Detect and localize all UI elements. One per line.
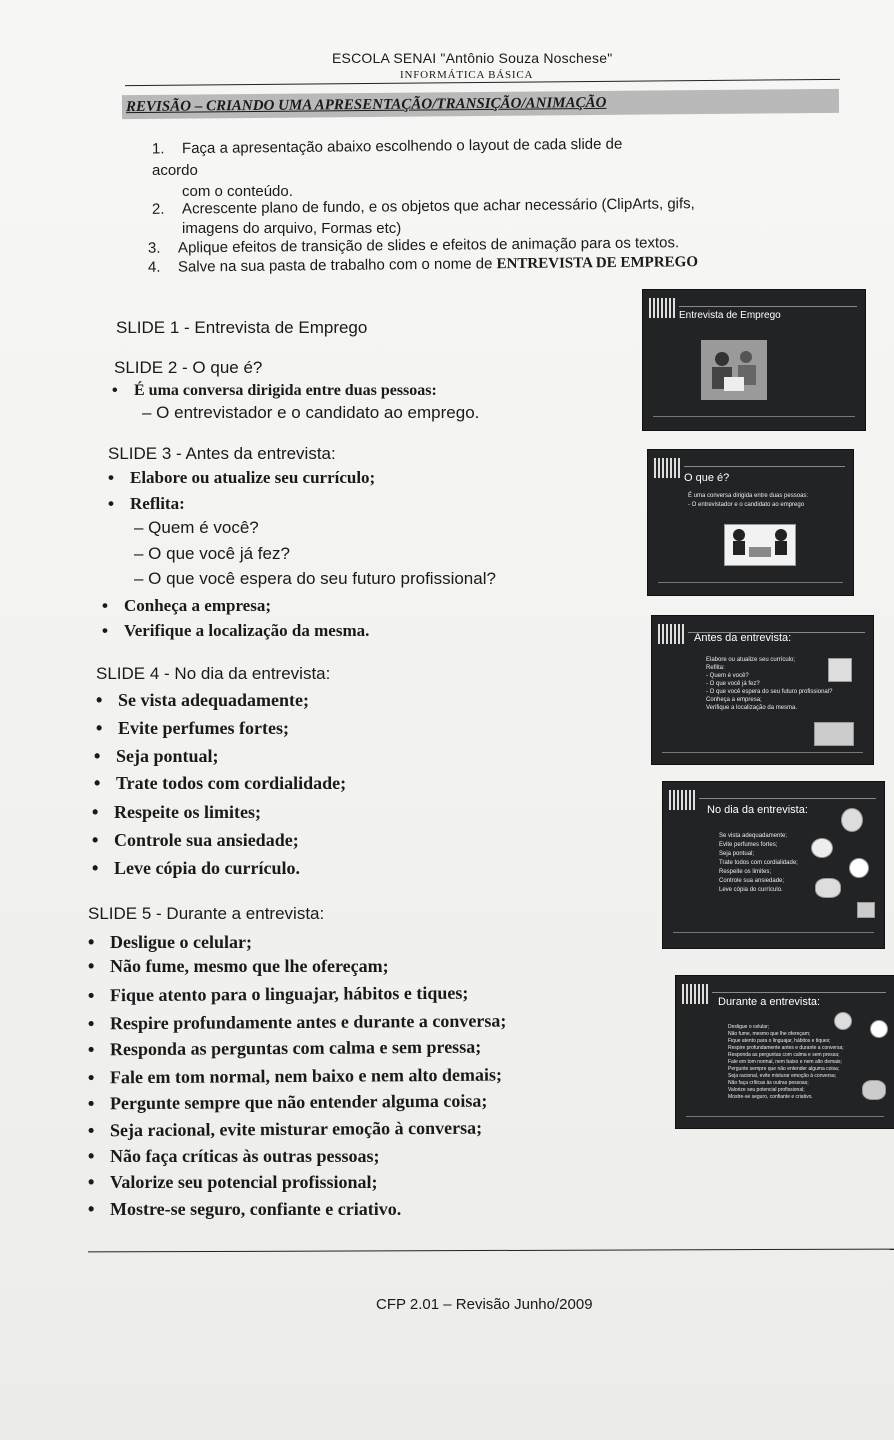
slide-thumbnail-3 xyxy=(652,616,873,764)
thumb-rule xyxy=(684,466,845,467)
flower-clipart-icon xyxy=(811,838,833,858)
thumb-rule xyxy=(712,992,886,993)
clock-icon xyxy=(849,858,869,878)
thumb-line: Leve cópia do currículo. xyxy=(719,887,783,893)
slide5-heading: SLIDE 5 - Durante a entrevista: xyxy=(88,904,325,923)
thumb-line: Se vista adequadamente; xyxy=(719,833,788,839)
instruction-1-cont: acordo xyxy=(152,162,198,179)
thumb-title: Entrevista de Emprego xyxy=(679,310,781,321)
thumb-line: Elabore ou atualize seu currículo; xyxy=(706,657,796,663)
slide4-item: • Evite perfumes fortes; xyxy=(96,718,289,739)
slide4-item: • Seja pontual; xyxy=(94,746,219,767)
slide2-heading: SLIDE 2 - O que é? xyxy=(114,358,263,377)
subject-name: INFORMÁTICA BÁSICA xyxy=(400,69,534,81)
document-clipart-icon xyxy=(857,902,875,918)
slide4-item: • Trate todos com cordialidade; xyxy=(94,773,346,794)
phone-clipart-icon xyxy=(834,1012,852,1030)
bars-decoration-icon xyxy=(669,790,695,810)
instruction-number: 1. xyxy=(151,140,165,158)
file-name: ENTREVISTA DE EMPREGO xyxy=(496,254,699,273)
thumb-line: Não faça críticas às outras pessoas; xyxy=(728,1080,809,1086)
slide4-item: • Controle sua ansiedade; xyxy=(92,830,299,851)
slide3-bullet: • Reflita: xyxy=(108,494,185,514)
thumb-line: Valorize seu potencial profissional; xyxy=(728,1087,805,1093)
thumb-rule xyxy=(662,752,863,753)
thumb-rule xyxy=(673,932,874,933)
instruction-2-cont: imagens do arquivo, Formas etc) xyxy=(182,220,402,237)
thumb-rule xyxy=(653,416,855,417)
footer-text: CFP 2.01 – Revisão Junho/2009 xyxy=(376,1296,593,1313)
thumb-rule xyxy=(686,1116,884,1117)
slide4-item: • Leve cópia do currículo. xyxy=(92,858,300,879)
slide3-bullet: • Conheça a empresa; xyxy=(102,596,271,616)
meeting-clipart-icon xyxy=(701,340,767,400)
thumb-line: Reflita: xyxy=(706,665,725,671)
slide5-item: • Pergunte sempre que não entender alguma coisa; xyxy=(88,1091,487,1115)
slide3-dash: – O que você já fez? xyxy=(134,544,290,563)
thumb-line: Trate todos com cordialidade; xyxy=(719,860,798,866)
slide3-dash: – O que você espera do seu futuro profissional? xyxy=(134,569,496,588)
thumb-line: Desligue o celular; xyxy=(728,1024,770,1030)
slide3-bullet: • Elabore ou atualize seu currículo; xyxy=(108,468,375,488)
thumb-title: Durante a entrevista: xyxy=(718,996,821,1008)
thumb-line: - O entrevistador e o candidato ao emprego xyxy=(688,502,805,508)
thumb-line: Respeite os limites; xyxy=(719,869,772,875)
slide4-item: • Respeite os limites; xyxy=(92,802,261,823)
thumb-rule xyxy=(679,306,857,307)
slide-thumbnail-1 xyxy=(643,290,865,430)
instruction-number: 3. xyxy=(147,239,161,257)
slide3-bullet: • Verifique a localização da mesma. xyxy=(102,621,369,641)
thumb-rule xyxy=(658,582,843,583)
people-clipart-icon xyxy=(815,878,841,898)
slide-thumbnail-5 xyxy=(676,976,894,1128)
slide4-item: • Se vista adequadamente; xyxy=(96,690,309,711)
bars-decoration-icon xyxy=(682,984,708,1004)
document-clipart-icon xyxy=(828,658,852,682)
people-clipart-icon xyxy=(862,1080,886,1100)
slide5-item: • Fique atento para o linguajar, hábitos e tiques; xyxy=(88,983,469,1007)
slide5-item: • Respire profundamente antes e durante a conversa; xyxy=(88,1011,506,1035)
thumb-line: Mostre-se seguro, confiante e criativo. xyxy=(728,1094,813,1100)
thumb-line: - O que você já fez? xyxy=(706,681,760,687)
slide-thumbnail-4 xyxy=(663,782,884,948)
thumb-line: - O que você espera do seu futuro profissional? xyxy=(706,689,833,695)
thumb-title: Antes da entrevista: xyxy=(694,632,792,644)
slide2-bullet: • É uma conversa dirigida entre duas pessoas: xyxy=(112,382,437,400)
thumb-title: O que é? xyxy=(684,472,730,484)
bars-decoration-icon xyxy=(658,624,684,644)
thumb-line: - Quem é você? xyxy=(706,673,749,679)
thumb-line: Seja racional, evite misturar emoção à conversa; xyxy=(728,1073,837,1079)
instruction-text: Acrescente plano de fundo, e os objetos que achar necessário (ClipArts, gifs, xyxy=(181,195,695,218)
slide5-item: • Seja racional, evite misturar emoção à conversa; xyxy=(88,1118,482,1142)
interview-clipart-icon xyxy=(724,524,796,566)
thumb-line: Fale em tom normal, nem baixo e nem alto demais; xyxy=(728,1059,842,1065)
thumb-line: Não fume, mesmo que lhe ofereçam; xyxy=(728,1031,811,1037)
instruction-text: Faça a apresentação abaixo escolhendo o layout de cada slide de xyxy=(181,135,623,158)
thumb-line: Evite perfumes fortes; xyxy=(719,842,778,848)
slide5-item: • Responda as perguntas com calma e sem pressa; xyxy=(88,1037,481,1061)
bars-decoration-icon xyxy=(654,458,680,478)
footer-rule xyxy=(88,1249,894,1253)
thumb-line: Controle sua ansiedade; xyxy=(719,878,785,884)
thumb-line: É uma conversa dirigida entre duas pessoas: xyxy=(688,493,809,499)
instruction-number: 2. xyxy=(151,200,165,218)
instruction-1 xyxy=(152,136,622,158)
thumb-rule xyxy=(699,798,876,799)
slide-thumbnail-2 xyxy=(648,450,853,595)
person-clipart-icon xyxy=(841,808,863,832)
bars-decoration-icon xyxy=(649,298,675,318)
thumb-title: No dia da entrevista: xyxy=(707,804,808,816)
school-name: ESCOLA SENAI "Antônio Souza Noschese" xyxy=(332,50,613,66)
slide1-heading: SLIDE 1 - Entrevista de Emprego xyxy=(116,318,368,337)
slide5-item: • Valorize seu potencial profissional; xyxy=(88,1172,378,1193)
thumb-line: Fique atento para o linguajar, hábitos e tiques; xyxy=(728,1038,831,1044)
instruction-text: Salve na sua pasta de trabalho com o nome de xyxy=(177,255,497,276)
building-clipart-icon xyxy=(814,722,854,746)
no-smoking-icon xyxy=(870,1020,888,1038)
page-title: REVISÃO – CRIANDO UMA APRESENTAÇÃO/TRANSIÇÃO/ANIMAÇÃO xyxy=(122,89,839,119)
slide3-heading: SLIDE 3 - Antes da entrevista: xyxy=(108,444,336,463)
slide4-heading: SLIDE 4 - No dia da entrevista: xyxy=(96,664,331,683)
instruction-1-cont2: com o conteúdo. xyxy=(182,183,293,200)
thumb-line: Verifique a localização da mesma. xyxy=(706,705,798,711)
slide2-dash: – O entrevistador e o candidato ao emprego. xyxy=(142,403,480,422)
thumb-line: Conheça a empresa; xyxy=(706,697,762,703)
slide5-item: • Não fume, mesmo que lhe ofereçam; xyxy=(88,956,389,977)
instruction-text: Aplique efeitos de transição de slides e efeitos de animação para os textos. xyxy=(177,234,680,257)
slide5-item: • Mostre-se seguro, confiante e criativo. xyxy=(88,1199,401,1220)
thumb-line: Pergunte sempre que não entender alguma coisa; xyxy=(728,1066,840,1072)
slide3-dash: – Quem é você? xyxy=(134,518,259,537)
instruction-4 xyxy=(148,253,698,277)
instruction-number: 4. xyxy=(147,258,161,276)
slide5-item: • Fale em tom normal, nem baixo e nem alto demais; xyxy=(88,1065,502,1089)
slide5-item: • Não faça críticas às outras pessoas; xyxy=(88,1146,379,1167)
thumb-line: Seja pontual; xyxy=(719,851,755,857)
slide5-item: • Desligue o celular; xyxy=(88,932,252,953)
thumb-line: Respire profundamente antes e durante a conversa; xyxy=(728,1045,844,1051)
thumb-line: Responda as perguntas com calma e sem pressa; xyxy=(728,1052,840,1058)
